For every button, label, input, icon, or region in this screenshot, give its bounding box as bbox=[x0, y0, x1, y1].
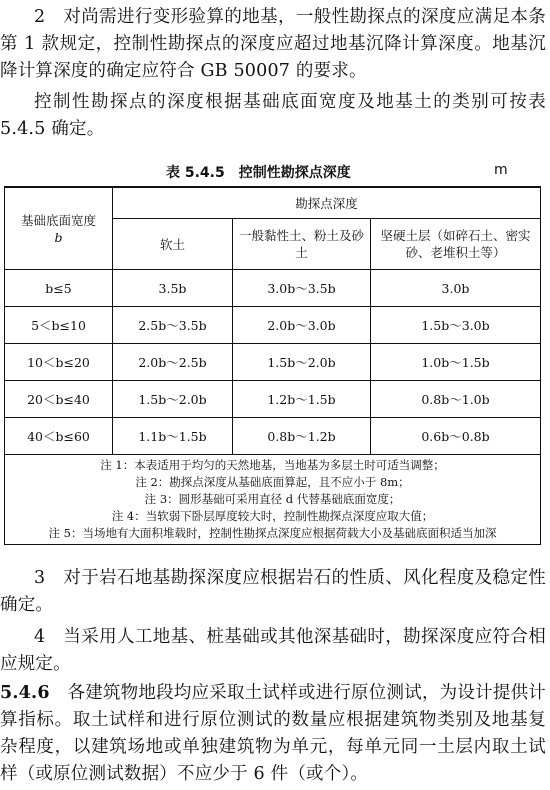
clause-text: 各建筑物地段均应采取土试样或进行原位测试，为设计提供计算指标。取土试样和进行原位测试的数量应根据建筑物类别及地基复杂程度，以建筑场地或单独建筑物为单元，每单元同一土层内取土试样（或原位测试数据）不应少于 6 件（或个）。 bbox=[0, 683, 546, 784]
cell-hard: 0.8b～1.0b bbox=[371, 381, 541, 418]
cell-width: b≤5 bbox=[5, 270, 113, 307]
cell-soft: 2.0b～2.5b bbox=[113, 344, 233, 381]
cell-hard: 0.6b～0.8b bbox=[371, 418, 541, 455]
cell-hard: 3.0b bbox=[371, 270, 541, 307]
cell-width: 10＜b≤20 bbox=[5, 344, 113, 381]
table-row bbox=[5, 307, 541, 344]
header-foundation-width bbox=[5, 187, 113, 270]
paragraph-clause-5-4-6 bbox=[0, 680, 546, 788]
table-notes bbox=[5, 455, 541, 545]
table-notes-row bbox=[5, 455, 541, 545]
cell-hard: 1.5b～3.0b bbox=[371, 307, 541, 344]
table-note: 注 1：本表适用于均匀的天然地基，当地基为多层土时可适当调整； bbox=[100, 458, 445, 472]
paragraph-item-3: 3 对于岩石地基勘探深度应根据岩石的性质、风化程度及稳定性确定。 bbox=[0, 568, 546, 615]
table-note: 注 3：圆形基础可采用直径 d 代替基础底面宽度； bbox=[144, 492, 401, 506]
table-header-row bbox=[5, 187, 541, 219]
cell-general: 1.2b～1.5b bbox=[233, 381, 371, 418]
paragraph-table-reference: 控制性勘探点的深度根据基础底面宽度及地基土的类别可按表 5.4.5 确定。 bbox=[0, 92, 546, 139]
cell-width: 20＜b≤40 bbox=[5, 381, 113, 418]
header-foundation-width-label: 基础底面宽度 bbox=[20, 212, 96, 228]
table-row bbox=[5, 270, 541, 307]
paragraph-item-2: 2 对尚需进行变形验算的地基，一般性勘探点的深度应满足本条第 1 款规定，控制性勘探点的深度应超过地基沉降计算深度。地基沉降计算深度的确定应符合 GB 50007 的要求。 bbox=[0, 7, 546, 81]
cell-general: 3.0b～3.5b bbox=[233, 270, 371, 307]
cell-width: 40＜b≤60 bbox=[5, 418, 113, 455]
table-row bbox=[5, 418, 541, 455]
cell-soft: 1.1b～1.5b bbox=[113, 418, 233, 455]
table-row bbox=[5, 344, 541, 381]
table-note: 注 4：当软弱下卧层厚度较大时，控制性勘探点深度应取大值； bbox=[111, 509, 434, 523]
clause-number: 5.4.6 bbox=[0, 683, 50, 703]
cell-width: 5＜b≤10 bbox=[5, 307, 113, 344]
paragraph-item-4: 4 当采用人工地基、桩基础或其他深基础时，勘探深度应符合相应规定。 bbox=[0, 627, 546, 674]
table-title: 表 5.4.5 控制性勘探点深度 bbox=[166, 165, 351, 181]
cell-soft: 1.5b～2.0b bbox=[113, 381, 233, 418]
cell-soft: 3.5b bbox=[113, 270, 233, 307]
cell-general: 2.0b～3.0b bbox=[233, 307, 371, 344]
table-note: 注 2：勘探点深度从基础底面算起，且不应小于 8m； bbox=[135, 475, 410, 489]
exploration-depth-table bbox=[4, 186, 541, 545]
cell-general: 1.5b～2.0b bbox=[233, 344, 371, 381]
table-note: 注 5：当场地有大面积堆载时，控制性勘探点深度应根据荷载大小及基础底面积适当加深 bbox=[48, 526, 497, 540]
header-soft-soil: 软土 bbox=[113, 219, 233, 270]
header-foundation-width-symbol: b bbox=[54, 229, 63, 245]
header-exploration-depth: 勘探点深度 bbox=[113, 187, 541, 219]
table-unit: m bbox=[494, 162, 508, 178]
table-row bbox=[5, 381, 541, 418]
cell-general: 0.8b～1.2b bbox=[233, 418, 371, 455]
header-hard-soil: 坚硬土层（如碎石土、密实砂、老堆积土等） bbox=[371, 219, 541, 270]
cell-hard: 1.0b～1.5b bbox=[371, 344, 541, 381]
cell-soft: 2.5b～3.5b bbox=[113, 307, 233, 344]
header-general-soil: 一般黏性土、粉土及砂土 bbox=[233, 219, 371, 270]
table-caption bbox=[0, 160, 550, 182]
